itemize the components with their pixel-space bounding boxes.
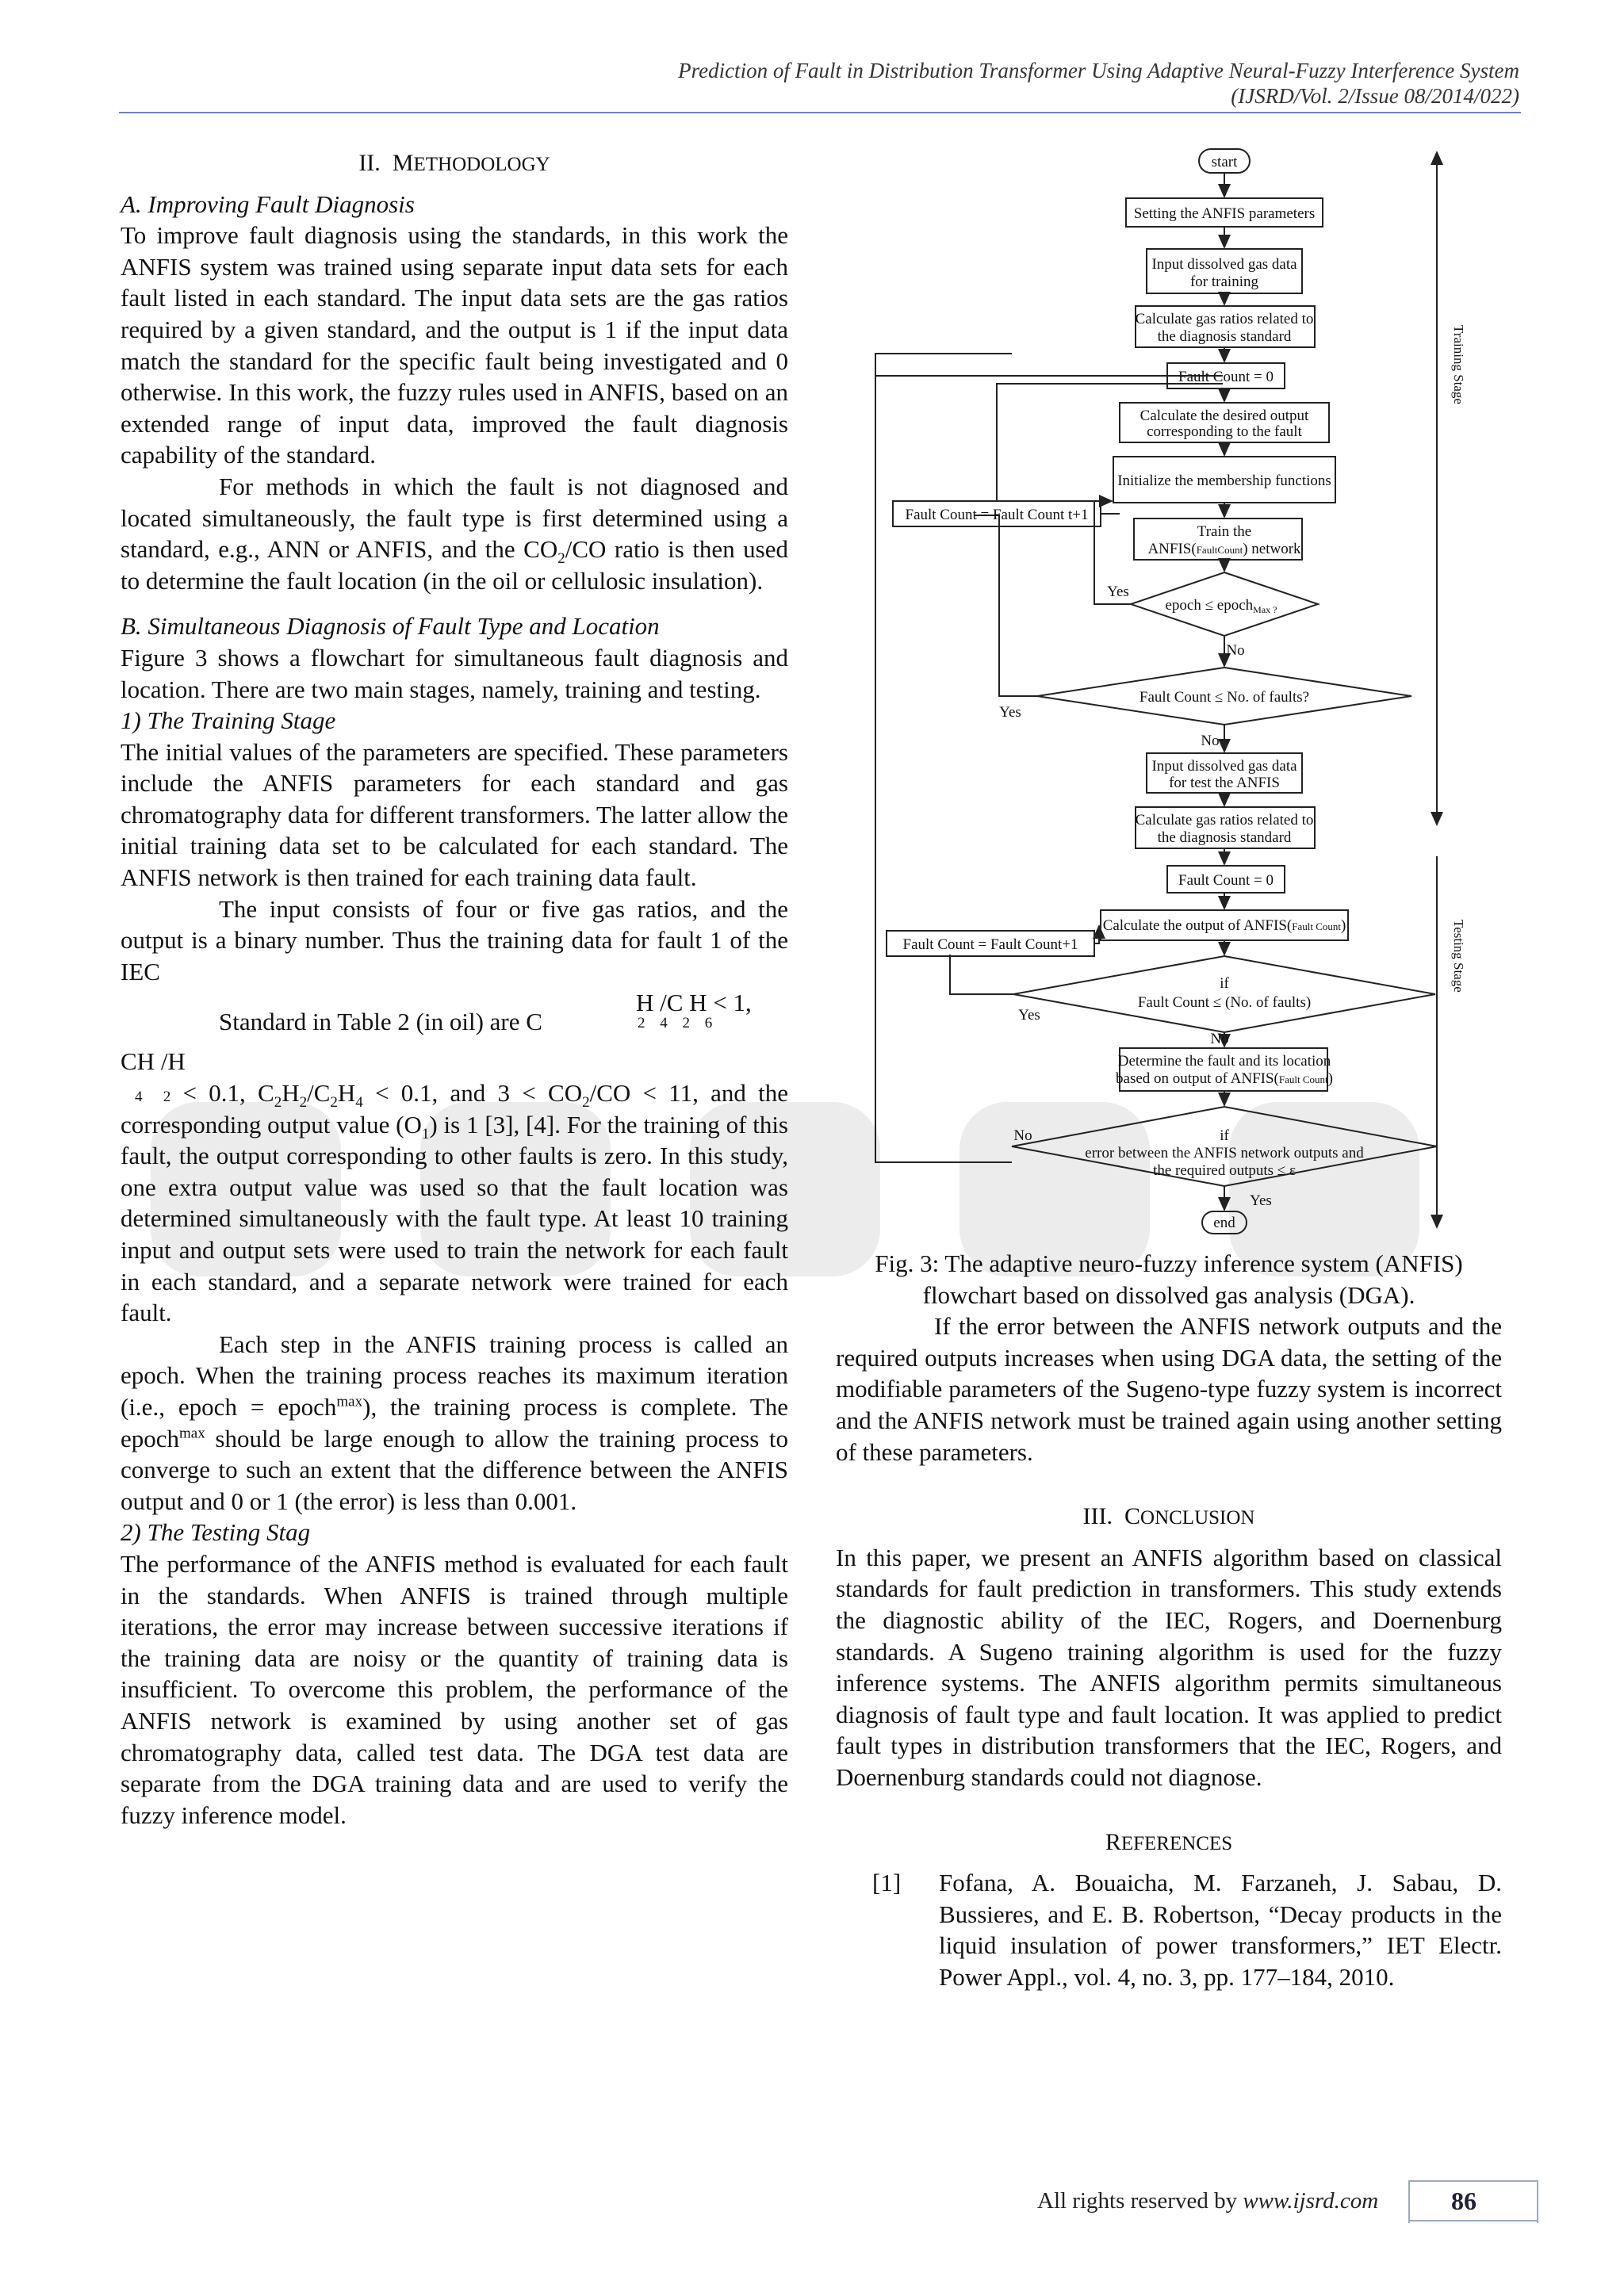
- yes-label: Yes: [1018, 1007, 1040, 1024]
- node-label: Calculate the desired output: [1139, 408, 1309, 424]
- no-label: No: [1210, 1031, 1229, 1047]
- paragraph: The input consists of four or five gas ratios, and the output is a binary number. Thus the training data for fault 1 of the IEC: [121, 894, 788, 985]
- paragraph: The initial values of the parameters are specified. These parameters include the ANFIS parameters for each standard and gas chromatography data for different transformers. The latter allow the initial training data set to be calculated for each standard. The ANFIS network is then trained for each training data fault.: [121, 737, 788, 892]
- yes-label: Yes: [1107, 584, 1129, 600]
- node-label: the diagnosis standard: [1157, 829, 1292, 846]
- section-methodology-title: II. METHODOLOGY: [358, 150, 550, 176]
- paragraph: Figure 3 shows a flowchart for simultaneous fault diagnosis and location. There are two main stages, namely, training and testing.: [121, 643, 788, 703]
- decision-label: if: [1220, 975, 1229, 992]
- equation-subscripts: 2 4 2 6: [638, 1015, 713, 1032]
- node-label: the diagnosis standard: [1157, 328, 1292, 345]
- node-label: for training: [1189, 274, 1259, 290]
- node-label: Fault Count = 0: [1178, 872, 1274, 889]
- section-references-title: REFERENCES: [1105, 1828, 1233, 1855]
- node-label: ANFIS(FaultCount) network: [1147, 541, 1301, 557]
- testing-stage-label: Testing Stage: [1451, 920, 1466, 993]
- right-column: [836, 1248, 1502, 1992]
- decision-label: Fault Count ≤ No. of faults?: [1139, 689, 1310, 706]
- node-label: corresponding to the fault: [1147, 423, 1302, 440]
- node-label: Input dissolved gas data: [1151, 758, 1297, 775]
- paragraph: To improve fault diagnosis using the standards, in this work the ANFIS system was trained using separate input data sets for each fault listed in each standard. The input data sets are the gas ratios required by a given standard, and the output is 1 if the input data match the standard for the specific fault being investigated and 0 otherwise. In this work, the fuzzy rules used in ANFIS, based on an extended range of input data, improved the fault diagnosis capability of the standard.: [121, 221, 788, 469]
- node-label: Calculate gas ratios related to: [1135, 311, 1314, 327]
- node-label: Determine the fault and its location: [1117, 1053, 1331, 1070]
- no-label: No: [1226, 642, 1245, 659]
- running-header-title: Prediction of Fault in Distribution Transformer Using Adaptive Neural-Fuzzy Interference System: [678, 59, 1519, 82]
- node-label: Fault Count = 0: [1178, 369, 1274, 385]
- paragraph: Each step in the ANFIS training process is called an epoch. When the training process reaches its maximum iteration (i.e., epoch = epoch$^{max}$), the training process is complete. The epoch$^{max}$ should be large enough to allow the training process to converge to such an extent that the difference between the ANFIS output and 0 or 1 (the error) is less than 0.001.: [121, 1330, 789, 1515]
- paragraph: In this paper, we present an ANFIS algorithm based on classical standards for fault prediction in transformers. This study extends the diagnostic ability of the IEC, Rogers, and Doernenburg standards. A Sugeno training algorithm is used for the fuzzy inference systems. The ANFIS algorithm permits simultaneous diagnosis of fault type and fault location. It was applied to predict fault types in distribution transformers that the IEC, Rogers, and Doernenburg standards could not diagnose.: [836, 1543, 1502, 1791]
- reference-item: [836, 1867, 1502, 1992]
- subsection-a-title: A. Improving Fault Diagnosis: [121, 189, 415, 218]
- training-stage-label: Training Stage: [1451, 325, 1466, 404]
- no-label: No: [1201, 733, 1220, 749]
- yes-label: Yes: [1250, 1192, 1272, 1209]
- node-label: Setting the ANFIS parameters: [1133, 205, 1316, 222]
- testing-stage-title: 2) The Testing Stag: [121, 1518, 311, 1547]
- decision-label: error between the ANFIS network outputs and: [1085, 1145, 1364, 1161]
- subsection-b-title: B. Simultaneous Diagnosis of Fault Type and Location: [121, 612, 660, 641]
- footer-site-link[interactable]: www.ijsrd.com: [1243, 2188, 1379, 2214]
- footer-rights: All rights reserved by www.ijsrd.com: [1037, 2188, 1379, 2214]
- node-label: Calculate gas ratios related to: [1135, 812, 1314, 828]
- node-label: Input dissolved gas data: [1151, 256, 1297, 273]
- node-label: Calculate the output of ANFIS(Fault Count): [1102, 917, 1346, 934]
- reference-number: [1]: [872, 1869, 902, 1897]
- reference-text: Fofana, A. Bouaicha, M. Farzaneh, J. Sabau, D. Bussieres, and E. B. Robertson, “Decay products in the liquid insulation of power transformers,” IET Electr. Power Appl., vol. 4, no. 3, pp. 177–184, 2010.: [939, 1869, 1502, 1991]
- left-column: [121, 147, 788, 1831]
- running-header-issue: (IJSRD/Vol. 2/Issue 08/2014/022): [1231, 84, 1519, 108]
- paragraph: The performance of the ANFIS method is evaluated for each fault in the standards. When ANFIS is trained through multiple iterations, the error may increase between successive iterations if the training data are noisy or the quantity of training data is insufficient. To overcome this problem, the performance of the ANFIS network is examined by using another set of gas chromatography data, called test data. The DGA test data are separate from the DGA training data and are used to verify the fuzzy inference model.: [121, 1549, 788, 1829]
- decision-label: epoch ≤ epoch$_{Max ?}$: [1165, 597, 1277, 615]
- paragraph: CH /H 4 2 < 0.1, $C_2H_2/C_2H_4 < 0.1$, and $3 < CO_2/CO < 11$, and the corresponding output value $(O_1)$ is 1 [3], [4]. For the training of this fault, the output corresponding to other faults is zero. In this study, one extra output value was used so that the fault location was determined simultaneously with the fault type. At least 10 training input and output sets were used to train the network for each fault in each standard, and a separate network were trained for each fault.: [121, 1047, 789, 1327]
- anfis-flowchart: [864, 143, 1499, 1253]
- loop-label: Fault Count = Fault Count+1: [902, 936, 1078, 953]
- decision-label: Fault Count ≤ (No. of faults): [1137, 994, 1312, 1011]
- equation-line: Standard in Table 2 (in oil) are C H /C H < 1,: [219, 989, 752, 1036]
- footer-divider: [1408, 2220, 1537, 2221]
- decision-label: the required outputs ≤ ε: [1153, 1162, 1296, 1179]
- node-label: based on output of ANFIS(Fault Count): [1116, 1070, 1333, 1087]
- paragraph: For methods in which the fault is not diagnosed and located simultaneously, the fault type is first determined using a standard, e.g., ANN or ANFIS, and the $CO_2/CO$ ratio is then used to determine the fault location (in the oil or cellulosic insulation).: [121, 472, 788, 595]
- node-label: Initialize the membership functions: [1117, 473, 1331, 489]
- loop-label: Fault Count = Fault Count t+1: [905, 507, 1089, 523]
- training-stage-title: 1) The Training Stage: [121, 706, 336, 735]
- start-label: start: [1211, 154, 1238, 170]
- paragraph: If the error between the ANFIS network outputs and the required outputs increases when using DGA data, the setting of the modifiable parameters of the Sugeno-type fuzzy system is incorrect and the ANFIS network must be trained again using another setting of these parameters.: [836, 1312, 1502, 1466]
- node-label: for test the ANFIS: [1169, 775, 1280, 791]
- figure-caption: Fig. 3: The adaptive neuro-fuzzy inference system (ANFIS) flowchart based on dissolved gas analysis (DGA).: [875, 1249, 1463, 1309]
- header-divider: [119, 112, 1521, 113]
- end-label: end: [1213, 1215, 1235, 1231]
- section-conclusion-title: III. CONCLUSION: [1082, 1503, 1255, 1530]
- page-number: 86: [1451, 2187, 1477, 2215]
- decision-label: if: [1220, 1127, 1229, 1144]
- yes-label: Yes: [999, 704, 1021, 721]
- no-label: No: [1013, 1127, 1032, 1144]
- node-label: Train the: [1197, 523, 1252, 540]
